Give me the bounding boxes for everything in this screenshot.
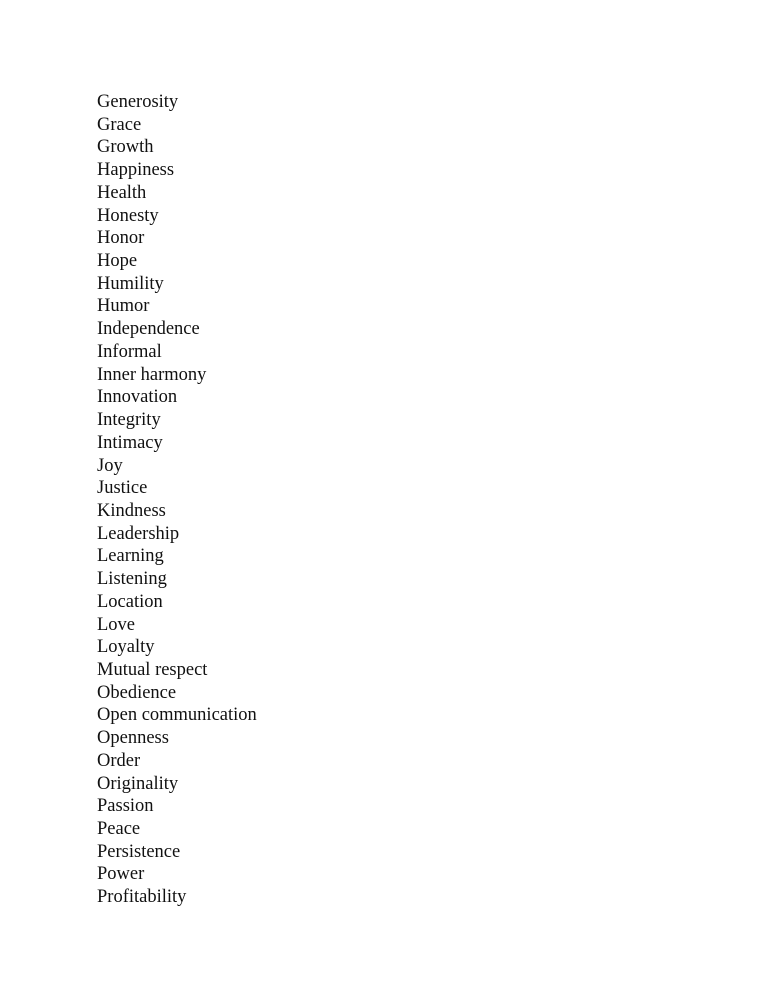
values-list — [97, 91, 257, 909]
list-item: Justice — [97, 478, 148, 499]
list-item: Informal — [97, 341, 162, 362]
list-item: Loyalty — [97, 637, 155, 658]
list-item: Power — [97, 864, 145, 885]
list-item: Inner harmony — [97, 364, 207, 385]
list-item: Honor — [97, 228, 145, 249]
list-item: Humility — [97, 273, 164, 294]
list-item: Mutual respect — [97, 659, 208, 680]
list-item: Order — [97, 750, 141, 771]
list-item: Kindness — [97, 500, 166, 521]
list-item: Hope — [97, 251, 138, 272]
list-item: Peace — [97, 819, 141, 839]
list-item: Love — [97, 614, 136, 635]
list-item: Happiness — [97, 160, 175, 181]
list-item: Persistence — [97, 841, 181, 862]
list-item: Health — [97, 182, 147, 203]
list-item: Location — [97, 591, 163, 612]
list-item: Joy — [97, 455, 123, 476]
list-item: Profitability — [97, 887, 187, 908]
list-item: Integrity — [97, 410, 161, 431]
list-item: Generosity — [97, 92, 179, 112]
list-item: Innovation — [97, 387, 178, 408]
list-item: Open communication — [97, 705, 257, 726]
list-item: Originality — [97, 773, 179, 794]
list-item: Leadership — [97, 523, 180, 544]
list-item: Grace — [97, 114, 142, 135]
list-item: Honesty — [97, 205, 159, 226]
list-item: Openness — [97, 728, 169, 749]
list-item: Obedience — [97, 682, 177, 703]
list-item: Independence — [97, 319, 200, 340]
list-item: Intimacy — [97, 432, 163, 453]
list-item: Growth — [97, 137, 154, 158]
list-item: Learning — [97, 546, 164, 567]
list-item: Listening — [97, 569, 167, 590]
list-item: Passion — [97, 796, 154, 817]
list-item: Humor — [97, 296, 150, 317]
